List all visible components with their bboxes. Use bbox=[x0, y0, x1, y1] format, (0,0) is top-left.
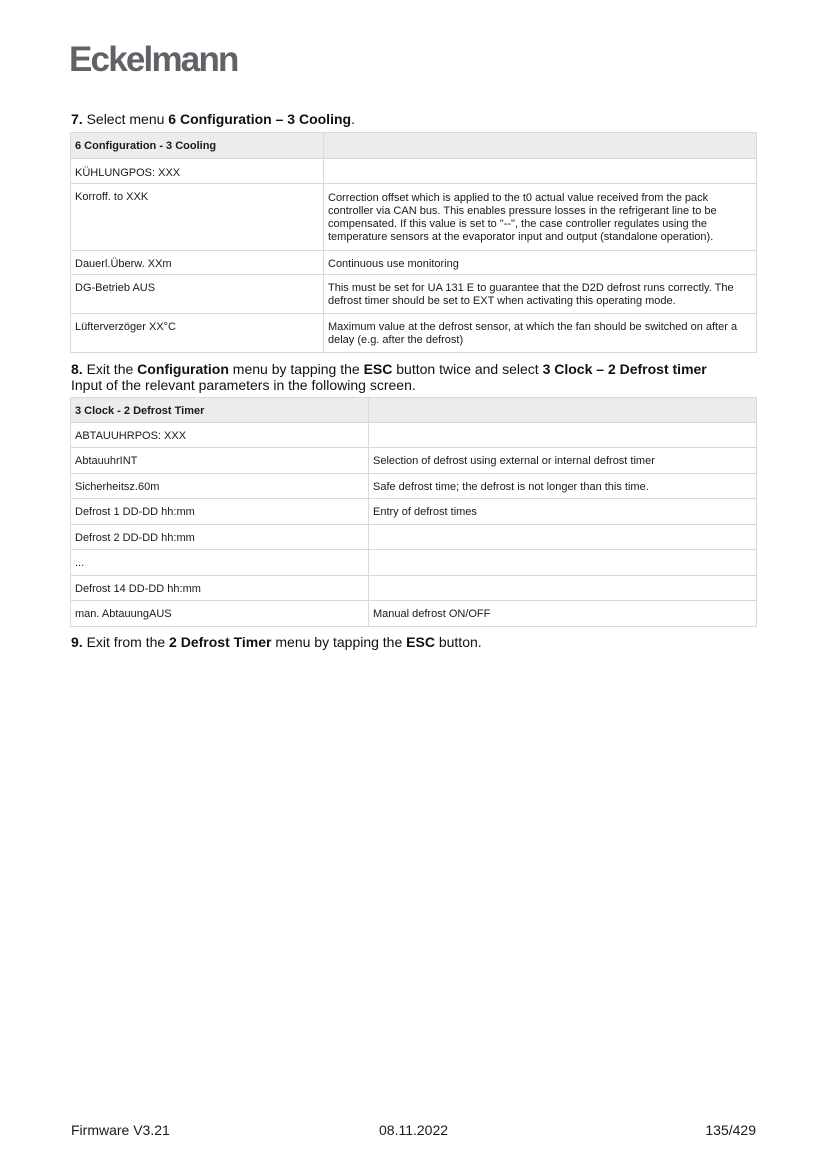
table-row bbox=[71, 499, 757, 525]
parameter-cell: man. AbtauungAUS bbox=[71, 601, 369, 627]
table-header-cell: 3 Clock - 2 Defrost Timer bbox=[71, 398, 369, 423]
description-cell: Selection of defrost using external or internal defrost timer bbox=[369, 448, 757, 474]
step-8-line2: Input of the relevant parameters in the following screen. bbox=[71, 377, 416, 393]
step-text: menu by tapping the bbox=[271, 634, 407, 650]
parameter-cell: Sicherheitsz.60m bbox=[71, 474, 369, 499]
menu-name: Configuration bbox=[137, 361, 229, 377]
table-header-cell: 6 Configuration - 3 Cooling bbox=[71, 133, 324, 159]
table-row bbox=[71, 184, 757, 251]
step-text: . bbox=[351, 111, 355, 127]
step-text: menu by tapping the bbox=[228, 361, 364, 377]
parameter-cell: Defrost 2 DD-DD hh:mm bbox=[71, 525, 369, 550]
description-cell bbox=[369, 550, 757, 576]
description-cell: Continuous use monitoring bbox=[324, 251, 757, 275]
parameter-cell: DG-Betrieb AUS bbox=[71, 275, 324, 314]
step-8-instruction bbox=[71, 361, 707, 393]
step-number: 8. bbox=[71, 361, 83, 377]
menu-name: 2 Defrost Timer bbox=[169, 634, 272, 650]
parameter-cell: Defrost 14 DD-DD hh:mm bbox=[71, 576, 369, 601]
step-number: 9. bbox=[71, 634, 83, 650]
defrost-timer-table bbox=[70, 397, 757, 627]
table-row bbox=[71, 601, 757, 627]
step-9-instruction bbox=[71, 634, 482, 650]
parameter-cell: Lüfterverzöger XX°C bbox=[71, 314, 324, 353]
description-cell: Manual defrost ON/OFF bbox=[369, 601, 757, 627]
description-cell bbox=[369, 525, 757, 550]
parameter-cell: KÜHLUNGPOS: XXX bbox=[71, 159, 324, 184]
step-text: button. bbox=[434, 634, 482, 650]
parameter-cell: ABTAUUHRPOS: XXX bbox=[71, 423, 369, 448]
parameter-cell: Defrost 1 DD-DD hh:mm bbox=[71, 499, 369, 525]
table-row bbox=[71, 448, 757, 474]
table-row bbox=[71, 423, 757, 448]
step-text: Exit the bbox=[82, 361, 138, 377]
table-row bbox=[71, 251, 757, 275]
esc-button-label: ESC bbox=[406, 634, 435, 650]
parameter-cell: AbtauuhrINT bbox=[71, 448, 369, 474]
table-header-cell bbox=[324, 133, 757, 159]
table-row bbox=[71, 550, 757, 576]
parameter-cell: Dauerl.Überw. XXm bbox=[71, 251, 324, 275]
step-7-instruction bbox=[71, 111, 355, 127]
description-cell bbox=[369, 576, 757, 601]
step-text: Exit from the bbox=[82, 634, 170, 650]
menu-path: 6 Configuration – 3 Cooling bbox=[168, 111, 352, 127]
step-number: 7. bbox=[71, 111, 83, 127]
table-row bbox=[71, 314, 757, 353]
table-row bbox=[71, 159, 757, 184]
eckelmann-logo: Eckelmann bbox=[69, 40, 238, 79]
description-cell: Entry of defrost times bbox=[369, 499, 757, 525]
description-cell: This must be set for UA 131 E to guarantee that the D2D defrost runs correctly. The defrost timer should be set to EXT when activating this operating mode. bbox=[324, 275, 757, 314]
menu-path: 3 Clock – 2 Defrost timer bbox=[542, 361, 707, 377]
table-row bbox=[71, 275, 757, 314]
description-cell bbox=[369, 423, 757, 448]
step-text: Select menu bbox=[82, 111, 169, 127]
table-header-row bbox=[71, 133, 757, 159]
table-row bbox=[71, 525, 757, 550]
parameter-cell: Korroff. to XXK bbox=[71, 184, 324, 251]
footer-date: 08.11.2022 bbox=[379, 1122, 449, 1138]
step-text: button twice and select bbox=[392, 361, 543, 377]
description-cell: Correction offset which is applied to the t0 actual value received from the pack controller via CAN bus. This enables pressure losses in the refrigerant line to be compensated. If this value is set to "--", the case controller regulates using the temperature sensors at the evaporator input and output (standalone operation). bbox=[324, 184, 757, 251]
description-cell: Safe defrost time; the defrost is not longer than this time. bbox=[369, 474, 757, 499]
cooling-config-table bbox=[70, 132, 757, 353]
table-row bbox=[71, 576, 757, 601]
esc-button-label: ESC bbox=[363, 361, 393, 377]
footer-firmware: Firmware V3.21 bbox=[71, 1122, 170, 1138]
description-cell: Maximum value at the defrost sensor, at which the fan should be switched on after a delay (e.g. after the defrost) bbox=[324, 314, 757, 353]
table-header-row bbox=[71, 398, 757, 423]
parameter-cell: ... bbox=[71, 550, 369, 576]
description-cell bbox=[324, 159, 757, 184]
table-header-cell bbox=[369, 398, 757, 423]
table-row bbox=[71, 474, 757, 499]
footer-page-number: 135/429 bbox=[705, 1122, 756, 1138]
